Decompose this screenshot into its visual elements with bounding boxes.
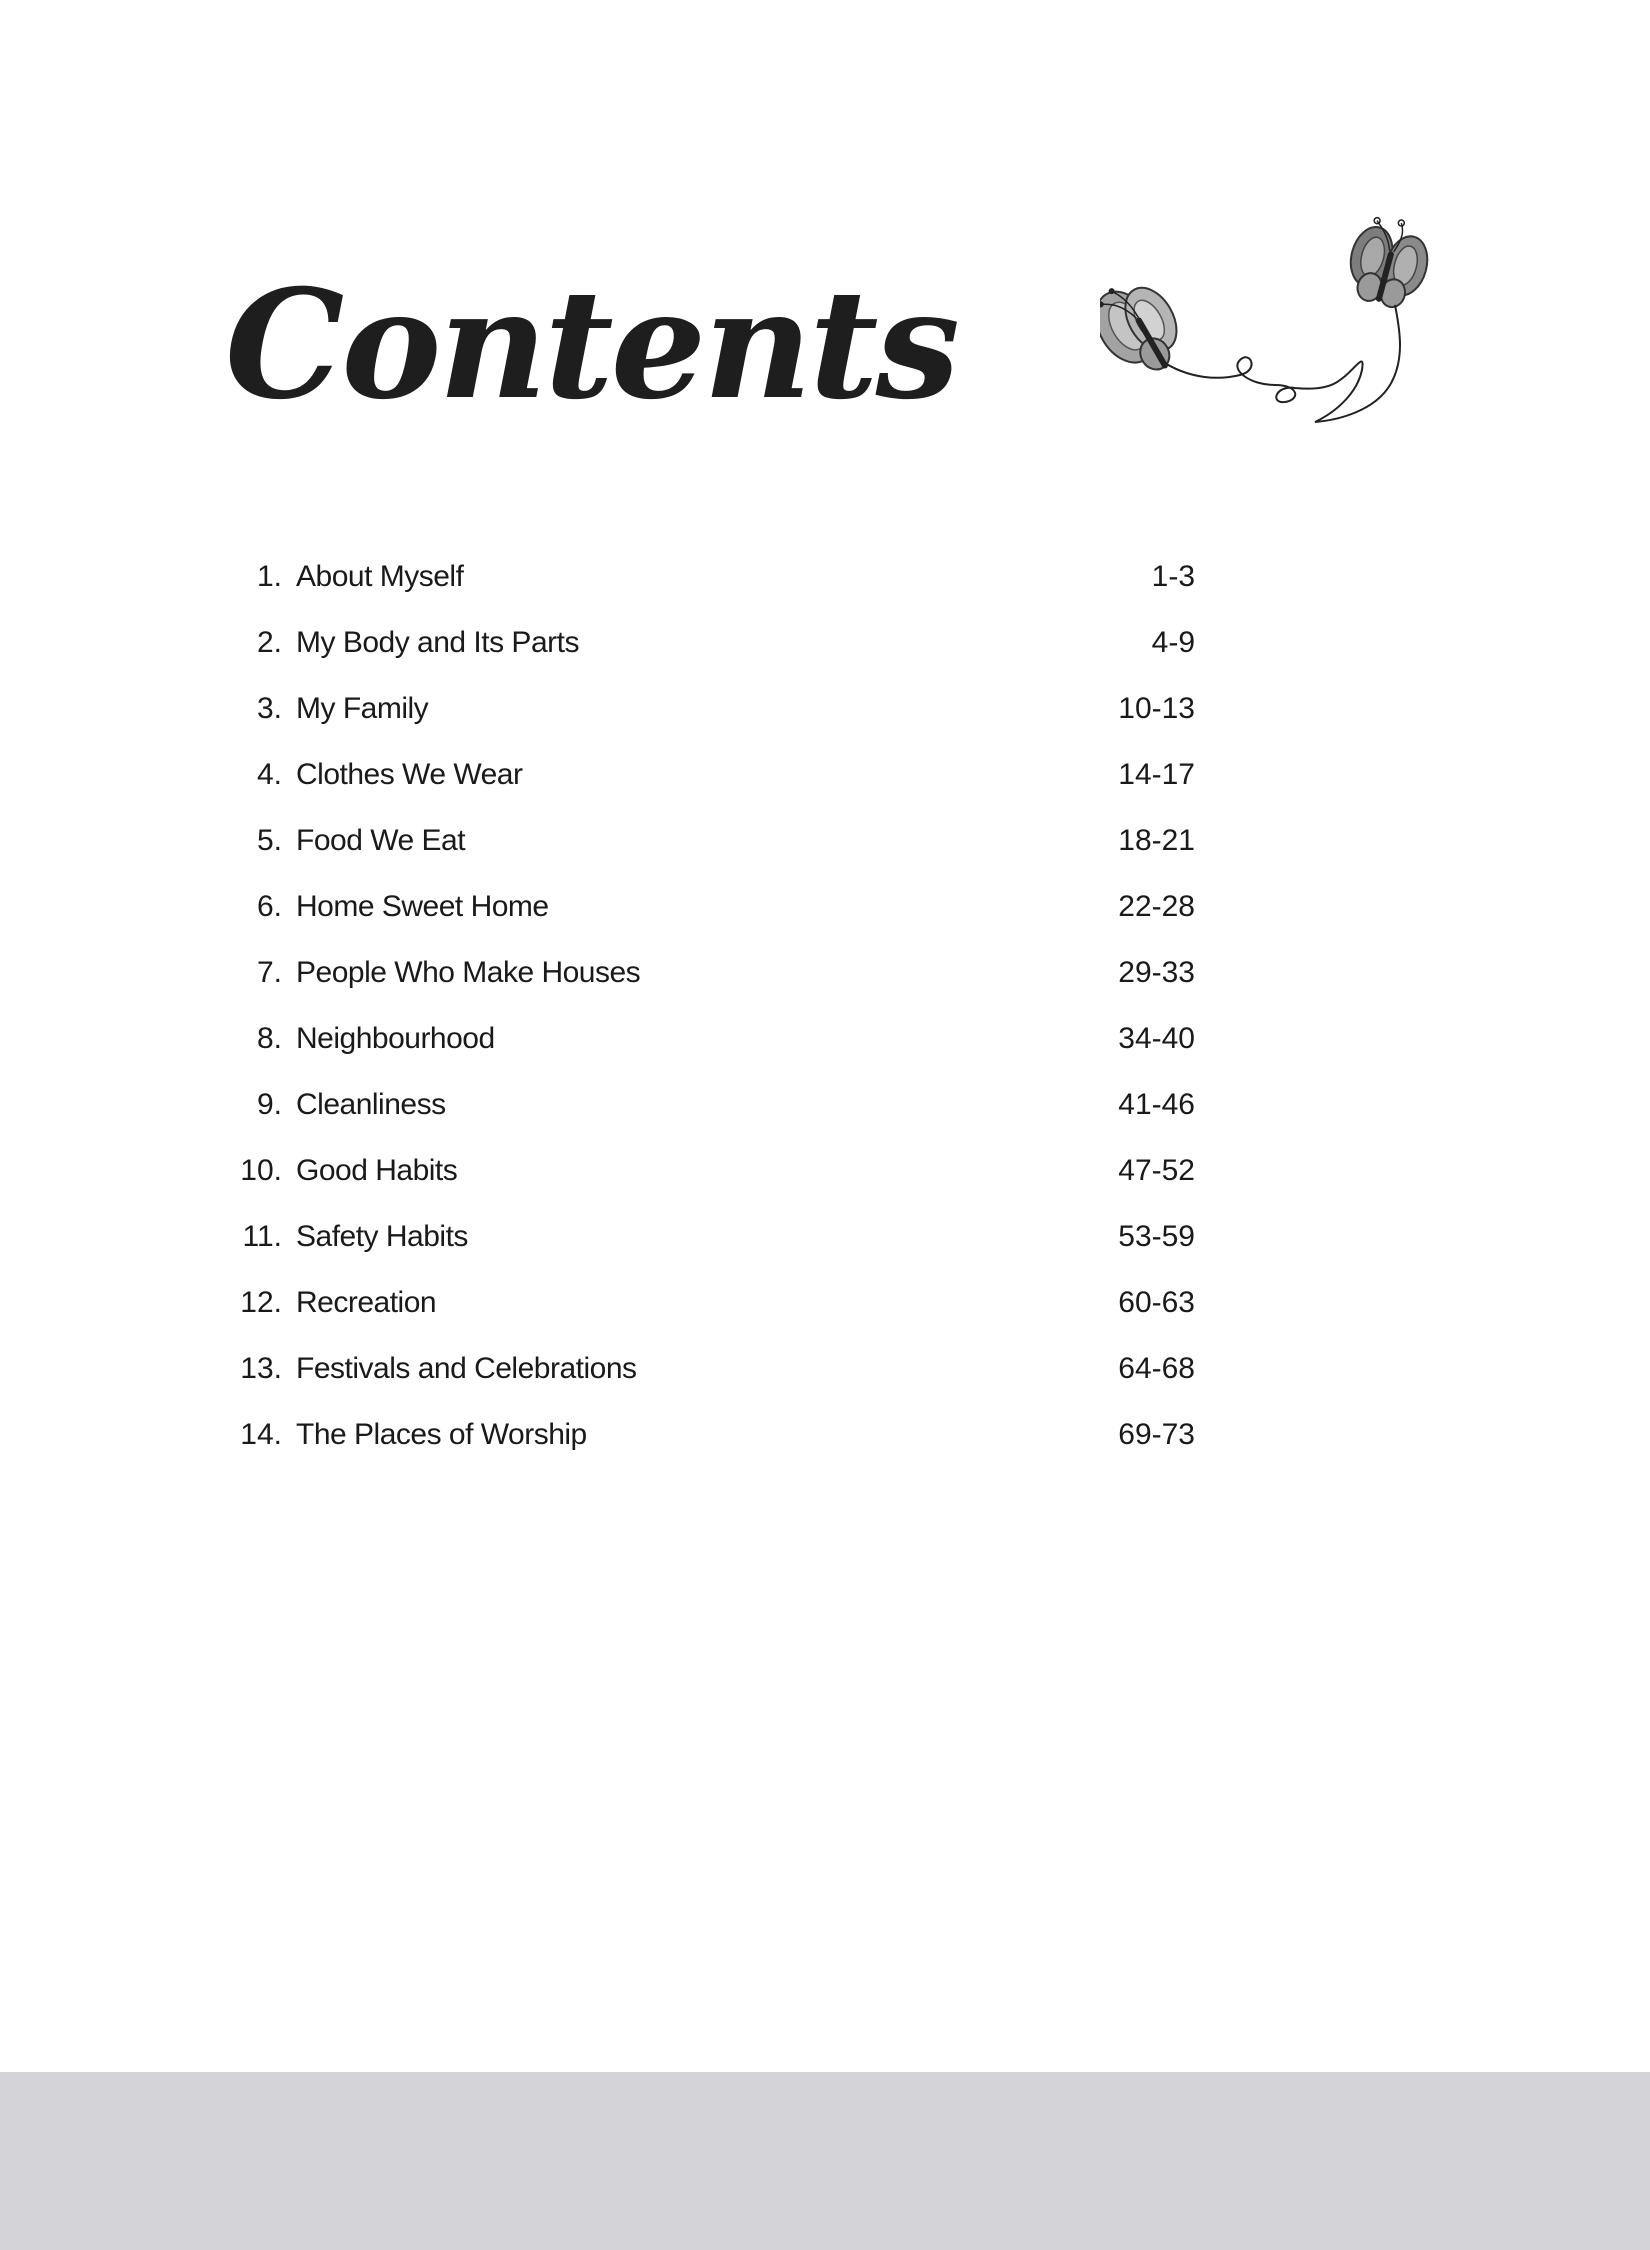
butterfly-icon <box>1100 210 1450 450</box>
toc-row[interactable] <box>220 750 1195 816</box>
chapter-pages: 4-9 <box>1151 626 1195 659</box>
chapter-number: 14. <box>240 1418 282 1451</box>
chapter-number: 8. <box>256 1022 282 1055</box>
chapter-pages: 69-73 <box>1118 1418 1195 1451</box>
chapter-title: People Who Make Houses <box>296 956 641 989</box>
chapter-number: 1. <box>256 560 282 593</box>
chapter-pages: 18-21 <box>1118 824 1195 857</box>
page-title: Contents <box>225 257 958 433</box>
toc-row[interactable] <box>220 684 1195 750</box>
chapter-title: Festivals and Celebrations <box>296 1352 637 1385</box>
chapter-title: About Myself <box>296 560 464 593</box>
footer-band <box>0 2072 1650 2250</box>
toc-row[interactable] <box>220 1344 1195 1410</box>
toc-row[interactable] <box>220 1212 1195 1278</box>
chapter-pages: 60-63 <box>1118 1286 1195 1319</box>
chapter-title: The Places of Worship <box>296 1418 587 1451</box>
chapter-pages: 64-68 <box>1118 1352 1195 1385</box>
chapter-number: 2. <box>256 626 282 659</box>
chapter-number: 5. <box>256 824 282 857</box>
toc-row[interactable] <box>220 1080 1195 1146</box>
chapter-title: Recreation <box>296 1286 437 1319</box>
chapter-title: My Body and Its Parts <box>296 626 579 659</box>
chapter-number: 10. <box>240 1154 282 1187</box>
chapter-pages: 10-13 <box>1118 692 1195 725</box>
chapter-number: 3. <box>256 692 282 725</box>
toc-row[interactable] <box>220 948 1195 1014</box>
chapter-pages: 22-28 <box>1118 890 1195 923</box>
chapter-title: Safety Habits <box>296 1220 468 1253</box>
toc-row[interactable] <box>220 882 1195 948</box>
toc-row[interactable] <box>220 618 1195 684</box>
chapter-number: 13. <box>240 1352 282 1385</box>
toc-row[interactable] <box>220 1146 1195 1212</box>
chapter-number: 9. <box>256 1088 282 1121</box>
toc-row[interactable] <box>220 1278 1195 1344</box>
chapter-number: 12. <box>240 1286 282 1319</box>
chapter-number: 7. <box>256 956 282 989</box>
toc-row[interactable] <box>220 1014 1195 1080</box>
chapter-pages: 41-46 <box>1118 1088 1195 1121</box>
chapter-title: My Family <box>296 692 429 725</box>
toc-row[interactable] <box>220 1410 1195 1476</box>
chapter-pages: 1-3 <box>1151 560 1195 593</box>
chapter-title: Food We Eat <box>296 824 466 857</box>
toc-row[interactable] <box>220 552 1195 618</box>
chapter-title: Home Sweet Home <box>296 890 549 923</box>
chapter-number: 11. <box>242 1220 282 1253</box>
chapter-title: Cleanliness <box>296 1088 446 1121</box>
chapter-pages: 14-17 <box>1118 758 1195 791</box>
chapter-pages: 53-59 <box>1118 1220 1195 1253</box>
table-of-contents <box>220 552 1195 1476</box>
chapter-pages: 29-33 <box>1118 956 1195 989</box>
chapter-number: 6. <box>256 890 282 923</box>
toc-row[interactable] <box>220 816 1195 882</box>
flight-trail <box>1160 305 1400 422</box>
chapter-number: 4. <box>256 758 282 791</box>
chapter-pages: 47-52 <box>1118 1154 1195 1187</box>
chapter-title: Neighbourhood <box>296 1022 495 1055</box>
chapter-pages: 34-40 <box>1118 1022 1195 1055</box>
chapter-title: Clothes We Wear <box>296 758 523 791</box>
right-butterfly <box>1341 210 1437 313</box>
chapter-title: Good Habits <box>296 1154 458 1187</box>
